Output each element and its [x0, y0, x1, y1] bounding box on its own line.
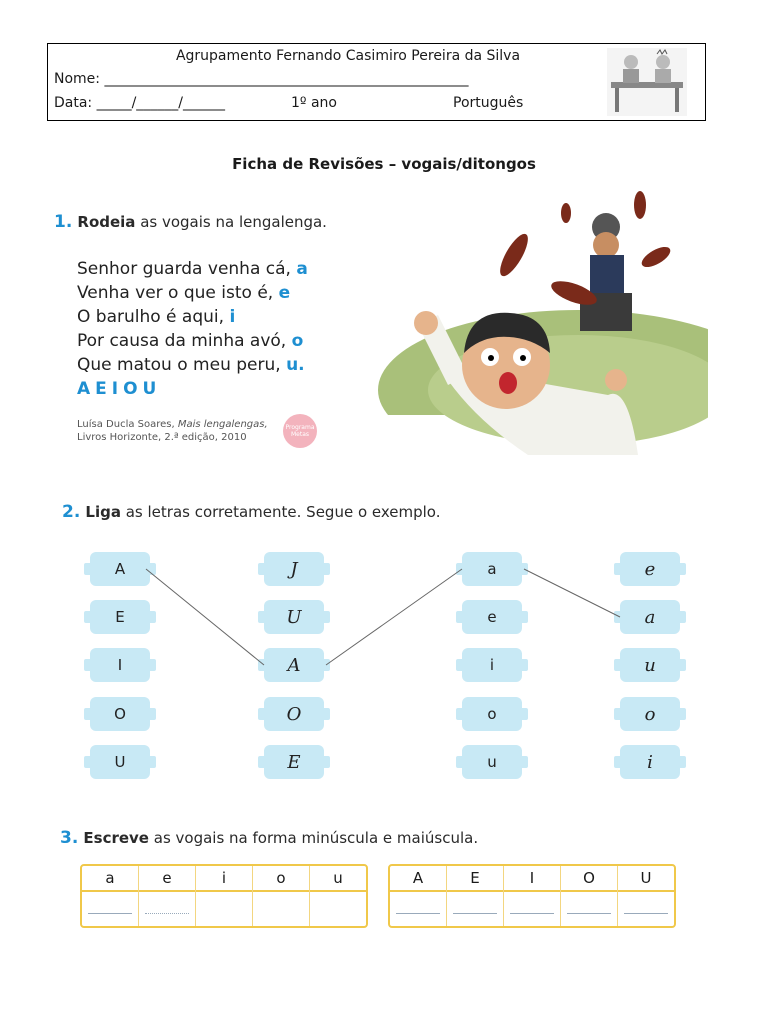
- table-header: u: [310, 866, 366, 892]
- poem-vowel: e: [278, 283, 291, 303]
- answer-cell[interactable]: [447, 892, 503, 926]
- table-header: E: [447, 866, 503, 892]
- card-lower-cursive[interactable]: a: [620, 600, 680, 634]
- name-field[interactable]: Nome: ____________________________________________________: [54, 71, 469, 87]
- table-header: o: [253, 866, 309, 892]
- q3-prompt: [60, 828, 478, 848]
- poem-vowel: a: [296, 259, 308, 279]
- lowercase-table: [80, 864, 368, 928]
- example-line: [524, 569, 620, 617]
- card-lower-print[interactable]: i: [462, 648, 522, 682]
- table-header: a: [82, 866, 138, 892]
- card-lower-cursive[interactable]: o: [620, 697, 680, 731]
- table-header: i: [196, 866, 252, 892]
- credit-book: Mais lengalengas,: [177, 419, 268, 430]
- example-line: [326, 569, 462, 665]
- credit-author: Luísa Ducla Soares,: [77, 419, 178, 430]
- table-header: A: [390, 866, 446, 892]
- card-upper-cursive[interactable]: A: [264, 648, 324, 682]
- card-lower-cursive[interactable]: e: [620, 552, 680, 586]
- subject-label: Português: [453, 95, 524, 111]
- card-upper-print[interactable]: E: [90, 600, 150, 634]
- q2-verb: Liga: [85, 503, 121, 521]
- poem-line: Venha ver o que isto é,: [77, 283, 279, 303]
- card-upper-cursive[interactable]: J: [264, 552, 324, 586]
- card-upper-print[interactable]: I: [90, 648, 150, 682]
- card-upper-cursive[interactable]: E: [264, 745, 324, 779]
- poem-vowel: u.: [286, 355, 305, 375]
- card-upper-print[interactable]: O: [90, 697, 150, 731]
- card-lower-print[interactable]: e: [462, 600, 522, 634]
- q2-number: 2.: [62, 502, 81, 522]
- card-lower-print[interactable]: u: [462, 745, 522, 779]
- q3-text: as vogais na forma minúscula e maiúscula.: [148, 829, 479, 847]
- answer-cell[interactable]: [390, 892, 446, 926]
- page-title: Ficha de Revisões – vogais/ditongos: [232, 155, 536, 173]
- card-lower-cursive[interactable]: i: [620, 745, 680, 779]
- answer-cell[interactable]: [253, 892, 309, 926]
- table-header: U: [618, 866, 674, 892]
- card-upper-cursive[interactable]: U: [264, 600, 324, 634]
- card-lower-print[interactable]: a: [462, 552, 522, 586]
- poem-line: Por causa da minha avó,: [77, 331, 292, 351]
- answer-cell[interactable]: [196, 892, 252, 926]
- card-lower-cursive[interactable]: u: [620, 648, 680, 682]
- q1-number: 1.: [54, 212, 73, 232]
- program-badge: Programa Metas: [283, 414, 317, 448]
- poem-line: Que matou o meu peru,: [77, 355, 287, 375]
- card-lower-print[interactable]: o: [462, 697, 522, 731]
- uppercase-table: [388, 864, 676, 928]
- poem-vowel: i: [229, 307, 236, 327]
- table-header: O: [561, 866, 617, 892]
- credit-publisher: Livros Horizonte, 2.ª edição, 2010: [77, 432, 247, 443]
- table-header: I: [504, 866, 560, 892]
- q3-verb: Escreve: [83, 829, 149, 847]
- card-upper-print[interactable]: A: [90, 552, 150, 586]
- date-field[interactable]: Data: _____/______/______: [54, 95, 226, 111]
- answer-cell[interactable]: [504, 892, 560, 926]
- answer-cell[interactable]: [82, 892, 138, 926]
- poem-line: Senhor guarda venha cá,: [77, 259, 297, 279]
- answer-cell[interactable]: [561, 892, 617, 926]
- q1-text: as vogais na lengalenga.: [135, 213, 327, 231]
- card-upper-cursive[interactable]: O: [264, 697, 324, 731]
- table-header: e: [139, 866, 195, 892]
- poem-vowels: AEIOU: [77, 379, 162, 399]
- answer-cell[interactable]: [618, 892, 674, 926]
- answer-cell[interactable]: [310, 892, 366, 926]
- poem-line: O barulho é aqui,: [77, 307, 230, 327]
- answer-cell[interactable]: [139, 892, 195, 926]
- poem-vowel: o: [291, 331, 304, 351]
- q3-number: 3.: [60, 828, 79, 848]
- grade-label: 1º ano: [291, 95, 337, 111]
- q1-verb: Rodeia: [77, 213, 136, 231]
- card-upper-print[interactable]: U: [90, 745, 150, 779]
- example-line: [146, 569, 264, 665]
- q2-text: as letras corretamente. Segue o exemplo.: [120, 503, 441, 521]
- school-name: Agrupamento Fernando Casimiro Pereira da Silva: [175, 48, 521, 64]
